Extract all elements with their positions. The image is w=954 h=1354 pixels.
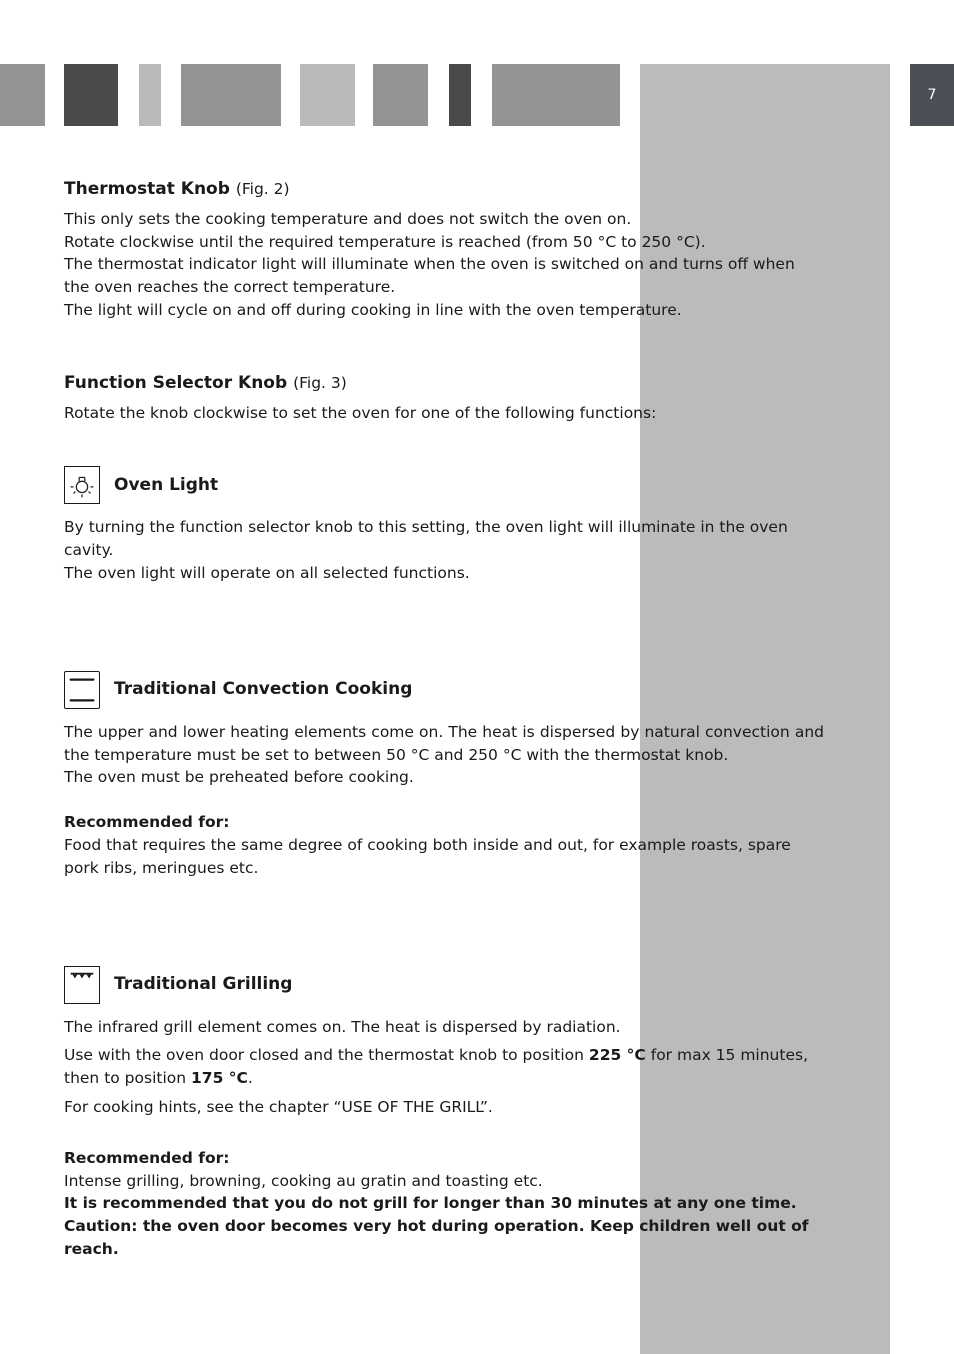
function-selector-fig-ref: (Fig. 3) [293,373,347,392]
top-bottom-heat-icon [64,671,100,709]
page-number: 7 [927,87,937,103]
thermostat-line: Rotate clockwise until the required temperature is reached (from 50 °C to 250 °C). [64,232,706,251]
convection-section [64,671,824,880]
header-block [492,64,620,126]
convection-body: The upper and lower heating elements come on. The heat is dispersed by natural convection and the temperature must be set to between 50 °C and 250 °C with the thermostat knob. [64,722,824,764]
oven-light-section [64,466,824,584]
function-selector-intro: Rotate the knob clockwise to set the oven for one of the following functions: [64,403,657,422]
warning-text: It is recommended that you do not grill for longer than 30 minutes at any one time. [64,1194,797,1213]
header-block [449,64,471,126]
header-block [300,64,355,126]
header-block [0,64,45,126]
function-selector-title: Function Selector Knob [64,372,288,393]
oven-light-line: By turning the function selector knob to this setting, the oven light will illuminate in the oven cavity. [64,518,788,560]
page-content [64,178,824,1261]
thermostat-line: The light will cycle on and off during cooking in line with the oven temperature. [64,300,682,319]
convection-title: Traditional Convection Cooking [114,679,413,700]
page-tab [910,64,954,126]
grilling-text: for max 15 minutes, then to position [64,1046,808,1088]
oven-light-line: The oven light will operate on all selected functions. [64,563,470,582]
grilling-text: Use with the oven door closed and the thermostat knob to position [64,1046,584,1065]
grilling-line: For cooking hints, see the chapter “USE OF THE GRILL”. [64,1097,493,1116]
convection-heading [64,671,824,709]
grilling-text: . [247,1069,253,1088]
recommended-text: Intense grilling, browning, cooking au gratin and toasting etc. [64,1171,543,1190]
thermostat-title: Thermostat Knob [64,179,230,199]
grill-icon [64,966,100,1004]
thermostat-fig-ref: (Fig. 2) [235,180,290,198]
grilling-section [64,966,824,1261]
thermostat-section [64,178,824,322]
thermostat-line: This only sets the cooking temperature and does not switch the oven on. [64,209,632,228]
header-block [64,64,118,126]
oven-light-heading [64,466,824,504]
grilling-line [64,1044,824,1090]
temperature-value: 175 °C [191,1069,248,1088]
grilling-line: The infrared grill element comes on. The heat is dispersed by radiation. [64,1017,621,1036]
recommended-text: Food that requires the same degree of cooking both inside and out, for example roasts, spare pork ribs, meringues etc. [64,835,791,877]
thermostat-heading [64,178,824,201]
header-block [373,64,428,126]
caution-text: Caution: the oven door becomes very hot during operation. Keep children well out of reach. [64,1217,809,1258]
oven-light-title: Oven Light [114,474,219,495]
header-block [139,64,161,126]
header-block [181,64,281,126]
temperature-value: 225 °C [588,1046,646,1065]
convection-body: The oven must be preheated before cooking. [64,768,414,787]
function-selector-section [64,372,824,425]
grilling-title: Traditional Grilling [114,974,293,995]
thermostat-line: The thermostat indicator light will illuminate when the oven is switched on and turns off when the oven reaches the correct temperature. [64,255,795,297]
function-selector-heading [64,372,824,395]
grilling-heading [64,966,824,1004]
oven-light-icon [64,466,100,504]
recommended-label: Recommended for: [64,813,230,832]
recommended-label: Recommended for: [64,1148,230,1167]
